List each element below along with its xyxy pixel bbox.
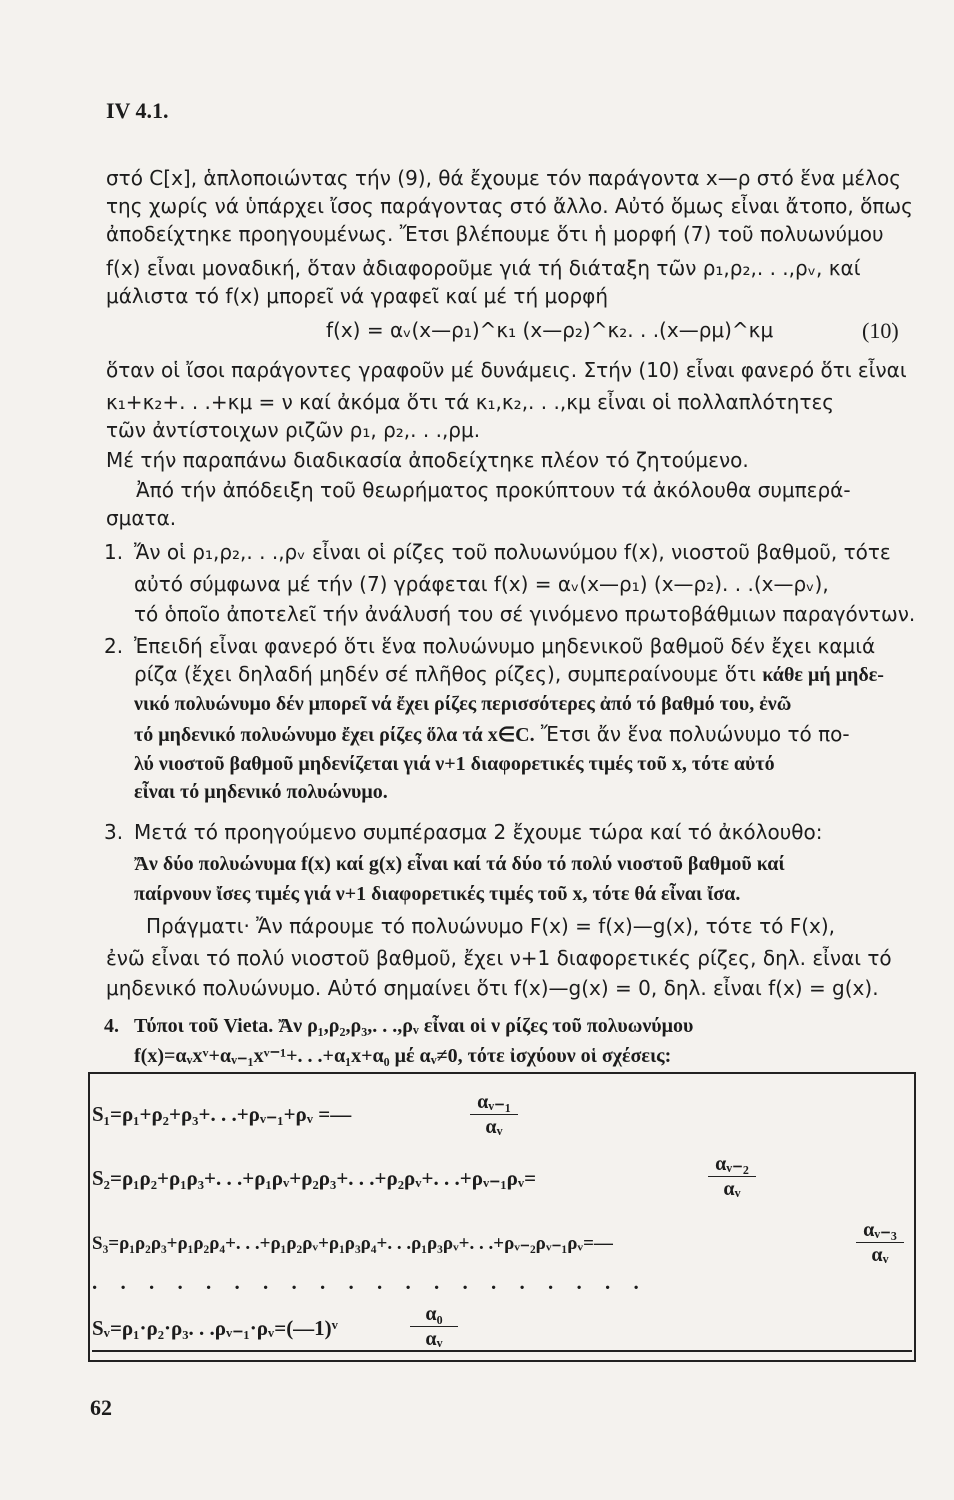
vieta-sv: Sᵥ=ρ₁·ρ₂·ρ₃. . .ρᵥ₋₁·ρᵥ=(—1)ᵛ	[92, 1316, 338, 1340]
fraction-denominator: αᵥ	[723, 1178, 741, 1200]
text-line: Πράγματι· Ἄν πάρουμε τό πολυώνυμο F(x) = f(x)—g(x), τότε τό F(x),	[146, 914, 836, 938]
text-line: ἐνῶ εἶναι τό πολύ νιοστοῦ βαθμοῦ, ἔχει ν+1 διαφορετικές ρίζες, δηλ. εἶναι τό	[106, 946, 892, 970]
text-line: της χωρίς νά ὑπάρχει ἴσος παράγοντας στό ἄλλο. Αὐτό ὅμως εἶναι ἄτοπο, ὅπως	[106, 194, 913, 218]
text-line: ὅταν οἱ ἴσοι παράγοντες γραφοῦν μέ δυνάμεις. Στήν (10) εἶναι φανερό ὅτι εἶναι	[106, 358, 907, 382]
equation-10: f(x) = αᵥ(x—ρ₁)^κ₁ (x—ρ₂)^κ₂. . .(x—ρμ)^κμ	[326, 318, 774, 342]
text-line	[134, 720, 932, 749]
page-number: 62	[90, 1395, 112, 1420]
fraction-s1	[470, 1090, 518, 1139]
text-line: Ἐπειδή εἶναι φανερό ὅτι ἕνα πολυώνυμο μηδενικοῦ βαθμοῦ δέν ἔχει καμιά	[134, 634, 876, 658]
text-line: κ₁+κ₂+. . .+κμ = ν καί ἀκόμα ὅτι τά κ₁,κ₂,. . .,κμ εἶναι οἱ πολλαπλότητες	[106, 390, 835, 414]
fraction-denominator: αᵥ	[485, 1116, 503, 1138]
text-line: μάλιστα τό f(x) μπορεῖ νά γραφεῖ καί μέ τή μορφή	[106, 284, 609, 308]
fraction-s3	[856, 1218, 904, 1267]
fraction-numerator: αᵥ₋₃	[856, 1218, 904, 1243]
text-line: Ἄν οἱ ρ₁,ρ₂,. . .,ρᵥ εἶναι οἱ ρίζες τοῦ πολυωνύμου f(x), νιοστοῦ βαθμοῦ, τότε	[134, 540, 891, 564]
bold-line: λύ νιοστοῦ βαθμοῦ μηδενίζεται γιά ν+1 διαφορετικές τιμές τοῦ x, τότε αὐτό	[134, 753, 775, 775]
bold-line: εἶναι τό μηδενικό πολυώνυμο.	[134, 781, 388, 803]
text-line: ἀποδείχτηκε προηγουμένως. Ἔτσι βλέπουμε ὅτι ἡ μορφή (7) τοῦ πολυωνύμου	[106, 222, 884, 246]
bold-line: νικό πολυώνυμο δέν μπορεῖ νά ἔχει ρίζες περισσότερες ἀπό τό βαθμό του, ἐνῶ	[134, 693, 792, 715]
bold-line: f(x)=αᵥxᵛ+αᵥ₋₁xᵛ⁻¹+. . .+α₁x+α₀ μέ αᵥ≠0, τότε ἰσχύουν οἱ σχέσεις:	[134, 1045, 672, 1067]
ellipsis-row: . . . . . . . . . . . . . . . . . . . .	[92, 1270, 648, 1294]
equation-number: (10)	[862, 318, 899, 343]
fraction-numerator: α₀	[410, 1302, 458, 1327]
bold-line: Ἄν δύο πολυώνυμα f(x) καί g(x) εἶναι καί τά δύο τό πολύ νιοστοῦ βαθμοῦ καί	[134, 853, 785, 875]
text-line: τό ὁποῖο ἀποτελεῖ τήν ἀνάλυσή του σέ γινόμενο πρωτοβάθμιων παραγόντων.	[134, 602, 916, 626]
fraction-numerator: αᵥ₋₁	[470, 1090, 518, 1115]
text-line: αὐτό σύμφωνα μέ τήν (7) γράφεται f(x) = αᵥ(x—ρ₁) (x—ρ₂). . .(x—ρᵥ),	[134, 572, 829, 596]
text-line	[134, 660, 932, 689]
text-span: Ἔτσι ἄν ἕνα πολυώνυμο τό πο-	[534, 722, 850, 746]
vieta-s2: S₂=ρ₁ρ₂+ρ₁ρ₃+. . .+ρ₁ρᵥ+ρ₂ρ₃+. . .+ρ₂ρᵥ+. . .+ρᵥ₋₁ρᵥ=	[92, 1166, 537, 1190]
fraction-numerator: αᵥ₋₂	[708, 1152, 756, 1177]
text-span: ρίζα (ἔχει δηλαδή μηδέν σέ πλῆθος ρίζες), συμπεραίνουμε ὅτι	[134, 662, 763, 686]
text-line: Μετά τό προηγούμενο συμπέρασμα 2 ἔχουμε τώρα καί τό ἀκόλουθο:	[134, 820, 823, 844]
item-number: 4.	[104, 1015, 119, 1037]
vieta-s1: S₁=ρ₁+ρ₂+ρ₃+. . .+ρᵥ₋₁+ρᵥ =—	[92, 1102, 352, 1126]
fraction-sv	[410, 1302, 458, 1351]
item-number: 2.	[104, 634, 124, 658]
vieta-s3: S₃=ρ₁ρ₂ρ₃+ρ₁ρ₂ρ₄+. . .+ρ₁ρ₂ρᵥ+ρ₁ρ₃ρ₄+. . .ρ₁ρ₃ρᵥ+. . .+ρᵥ₋₂ρᵥ₋₁ρᵥ=—	[92, 1233, 613, 1254]
text-line: σματα.	[106, 506, 177, 530]
bold-text: τό μηδενικό πολυώνυμο ἔχει ρίζες ὅλα τά x∈C.	[134, 724, 535, 746]
fraction-denominator: αᵥ	[871, 1244, 889, 1266]
text-line: Ἀπό τήν ἀπόδειξη τοῦ θεωρήματος προκύπτουν τά ἀκόλουθα συμπερά-	[136, 478, 851, 502]
item-number: 3.	[104, 820, 124, 844]
bold-text: κάθε μή μηδε-	[762, 664, 884, 686]
fraction-denominator: αᵥ	[425, 1328, 443, 1350]
section-header: IV 4.1.	[106, 98, 169, 123]
text-line: Μέ τήν παραπάνω διαδικασία ἀποδείχτηκε πλέον τό ζητούμενο.	[106, 448, 749, 472]
fraction-s2	[708, 1152, 756, 1201]
bold-line: Τύποι τοῦ Vieta. Ἄν ρ₁,ρ₂,ρ₃,. . .,ρᵥ εἶναι οἱ ν ρίζες τοῦ πολυωνύμου	[134, 1015, 694, 1037]
text-line: f(x) εἶναι μοναδική, ὅταν ἀδιαφοροῦμε γιά τή διάταξη τῶν ρ₁,ρ₂,. . .,ρᵥ, καί	[106, 256, 861, 280]
bold-line: παίρνουν ἴσες τιμές γιά ν+1 διαφορετικές τιμές τοῦ x, τότε θά εἶναι ἴσα.	[134, 883, 741, 905]
text-line: τῶν ἀντίστοιχων ριζῶν ρ₁, ρ₂,. . .,ρμ.	[106, 418, 481, 442]
item-number: 1.	[104, 540, 124, 564]
text-line: μηδενικό πολυώνυμο. Αὐτό σημαίνει ὅτι f(x)—g(x) = 0, δηλ. εἶναι f(x) = g(x).	[106, 976, 879, 1000]
text-line: στό C[x], ἁπλοποιώντας τήν (9), θά ἔχουμε τόν παράγοντα x—ρ στό ἕνα μέλος	[106, 166, 901, 190]
